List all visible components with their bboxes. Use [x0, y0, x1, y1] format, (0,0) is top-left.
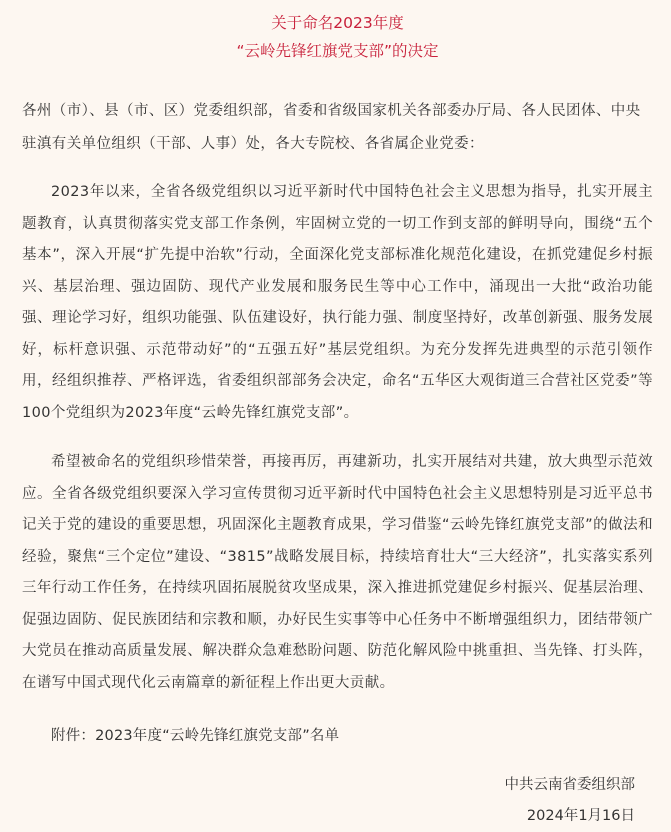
issuer: 中共云南省委组织部 — [504, 777, 635, 793]
document-title-line-1: 关于命名2023年度 — [271, 14, 404, 32]
attachment-line: 附件：2023年度“云岭先锋红旗党支部”名单 — [51, 728, 340, 744]
body-paragraph-2: 希望被命名的党组织珍惜荣誉，再接再厉，再建新功，扎实开展结对共建，放大典型示范效应。全省各级党组织要深入学习宣传贯彻习近平新时代中国特色社会主义思想特别是习近平总书记关于党的建设的重要思想，巩固深化主题教育成果，学习借鉴“云岭先锋红旗党支部”的做法和经验，聚焦“三个定位”建设、“3815”战略发展目标，持续培育壮大“三大经济”，扎实落实系列三年行动工作任务，在持续巩固拓展脱贫攻坚成果，深入推进抓党建促乡村振兴、促基层治理、促强边固防、促民族团结和宗教和顺，办好民生实事等中心任务中不断增强组织力，团结带领广大党员在推动高质量发展、解决群众急难愁盼问题、防范化解风险中挑重担、当先锋、打头阵，在谱写中国式现代化云南篇章的新征程上作出更大贡献。 — [22, 454, 653, 691]
addressee: 各州（市）、县（市、区）党委组织部，省委和省级国家机关各部委办厅局、各人民团体、中央驻滇有关单位组织（干部、人事）处，各大专院校、各省属企业党委： — [22, 103, 641, 152]
issue-date: 2024年1月16日 — [526, 808, 635, 824]
document-title-line-2: “云岭先锋红旗党支部”的决定 — [236, 42, 439, 60]
body-paragraph-1: 2023年以来，全省各级党组织以习近平新时代中国特色社会主义思想为指导，扎实开展主题教育，认真贯彻落实党支部工作条例，牢固树立党的一切工作到支部的鲜明导向，围绕“五个基本”，深入开展“扩先提中治软”行动，全面深化党支部标准化规范化建设，在抓党建促乡村振兴、基层治理、强边固防、现代产业发展和服务民生等中心工作中，涌现出一大批“政治功能强、理论学习好，组织功能强、队伍建设好，执行能力强、制度坚持好，改革创新强、服务发展好，标杆意识强、示范带动好”的“五强五好”基层党组织。为充分发挥先进典型的示范引领作用，经组织推荐、严格评选，省委组织部部务会决定，命名“五华区大观街道三合营社区党委”等100个党组织为2023年度“云岭先锋红旗党支部”。 — [22, 184, 653, 421]
